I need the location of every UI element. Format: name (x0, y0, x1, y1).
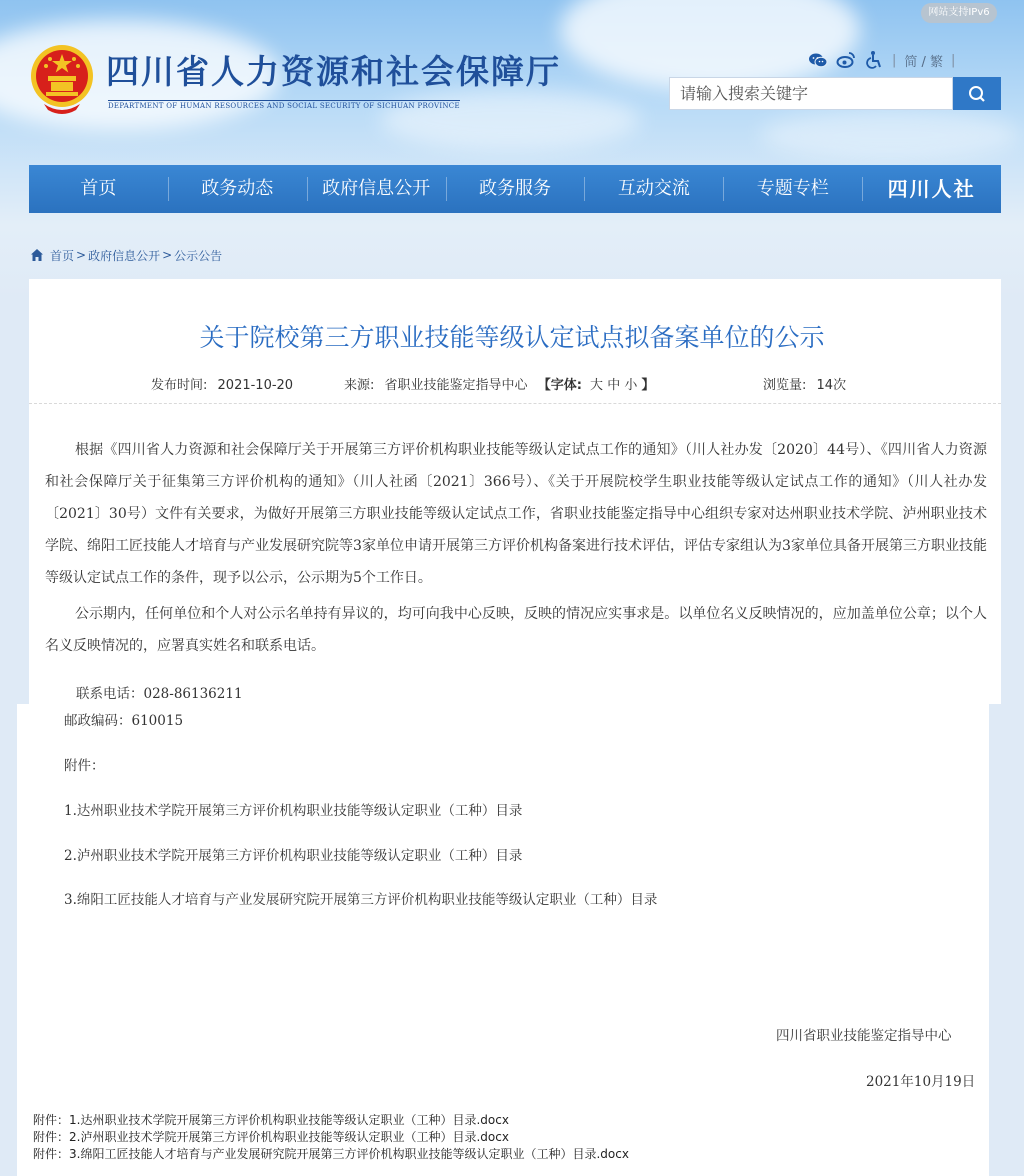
ipv6-badge: 网站支持IPv6 (921, 3, 997, 23)
font-size-small[interactable]: 小 (624, 378, 638, 393)
article-paragraph-1: 根据《四川省人力资源和社会保障厅关于开展第三方评价机构职业技能等级认定试点工作的通知》（川人社办发〔2020〕44号）、《四川省人力资源和社会保障厅关于征集第三方评价机构的通知》（川人社函〔2021〕366号）、《关于开展院校学生职业技能等级认定试点工作的通知》（川人社办发〔2021〕30号）文件有关要求，为做好开展第三方职业技能等级认定试点工作，省职业技能鉴定指导中心组织专家对达州职业技术学院、泸州职业技术学院、绵阳工匠技能人才培育与产业发展研究院等3家单位申请开展第三方评价机构备案进行技术评估，评估专家组认为3家单位具备开展第三方职业技能等级认定试点工作的条件，现予以公示，公示期为5个工作日。 (45, 442, 987, 586)
attachment-item-3: 3.绵阳工匠技能人才培育与产业发展研究院开展第三方评价机构职业技能等级认定职业（工种）目录 (64, 892, 658, 908)
nav-interaction[interactable]: 互动交流 (584, 165, 723, 213)
source-value: 省职业技能鉴定指导中心 (384, 378, 528, 393)
font-size-medium[interactable]: 中 (607, 378, 621, 393)
search-button[interactable] (953, 77, 1001, 110)
nav-information-disclosure[interactable]: 政府信息公开 (307, 165, 446, 213)
source-label: 来源: (344, 378, 375, 393)
attachment-file-link-2[interactable]: 附件：2.泸州职业技术学院开展第三方评价机构职业技能等级认定职业（工种）目录.docx (33, 1130, 509, 1144)
national-emblem (30, 42, 94, 114)
contact-phone: 联系电话：028-86136211 (76, 686, 243, 702)
breadcrumb-announcements[interactable]: 公示公告 (174, 248, 223, 263)
meta-divider (29, 403, 1001, 404)
attachment-file-link-1[interactable]: 附件：1.达州职业技术学院开展第三方评价机构职业技能等级认定职业（工种）目录.docx (33, 1113, 509, 1127)
tools-divider: | (892, 52, 897, 68)
view-count (763, 374, 846, 393)
accessibility-icon[interactable] (864, 50, 884, 70)
search-icon (967, 84, 987, 104)
search-input[interactable] (669, 77, 953, 110)
breadcrumb-information-disclosure[interactable]: 政府信息公开 (88, 248, 161, 263)
breadcrumb-home[interactable]: 首页 (50, 248, 75, 263)
sign-date: 2021年10月19日 (866, 1074, 976, 1090)
weibo-icon[interactable] (836, 50, 856, 70)
nav-special-topics[interactable]: 专题专栏 (723, 165, 862, 213)
article-source (344, 374, 655, 393)
nav-home[interactable]: 首页 (80, 178, 117, 199)
views-label: 浏览量: (763, 378, 807, 393)
header-tools (808, 48, 955, 72)
nav-government-services[interactable]: 政务服务 (446, 165, 585, 213)
site-title[interactable]: 四川省人力资源和社会保障厅 (106, 52, 561, 91)
breadcrumb-separator: > (162, 248, 173, 262)
signature: 四川省职业技能鉴定指导中心 (776, 1028, 952, 1044)
article-paragraph-2: 公示期内，任何单位和个人对公示名单持有异议的，均可向我中心反映，反映的情况应实事求是。以单位名义反映情况的，应加盖单位公章；以个人名义反映情况的，应署真实姓名和联系电话。 (45, 606, 987, 654)
publish-label: 发布时间: (151, 378, 208, 393)
font-size-large[interactable]: 大 (590, 378, 604, 393)
views-value: 14次 (816, 378, 847, 393)
attachment-item-2: 2.泸州职业技术学院开展第三方评价机构职业技能等级认定职业（工种）目录 (64, 848, 523, 864)
article-title: 关于院校第三方职业技能等级认定试点拟备案单位的公示 (199, 323, 825, 352)
nav-government-news[interactable]: 政务动态 (168, 165, 307, 213)
attachment-file-link-3[interactable]: 附件：3.绵阳工匠技能人才培育与产业发展研究院开展第三方评价机构职业技能等级认定职业（工种）目录.docx (33, 1147, 629, 1161)
language-toggle[interactable]: 简 / 繁 (904, 54, 944, 70)
site-subtitle: DEPARTMENT OF HUMAN RESOURCES AND SOCIAL SECURITY OF SICHUAN PROVINCE (108, 102, 460, 110)
postal-code: 邮政编码：610015 (64, 713, 184, 729)
wechat-icon[interactable] (808, 50, 828, 70)
font-size-close: 】 (641, 378, 655, 393)
attachment-item-1: 1.达州职业技术学院开展第三方评价机构职业技能等级认定职业（工种）目录 (64, 803, 523, 819)
article-card-bottom (17, 704, 989, 1176)
publish-time (151, 374, 293, 393)
main-nav (29, 165, 1001, 213)
font-size-label: 【字体: (537, 378, 582, 393)
publish-date: 2021-10-20 (217, 378, 294, 393)
home-icon (30, 248, 44, 262)
breadcrumb (30, 246, 222, 264)
search-bar (669, 77, 1001, 110)
nav-brand-sichuan-hrss[interactable]: 四川人社 (862, 165, 1001, 213)
tools-divider: | (951, 52, 956, 68)
attachments-label: 附件： (64, 758, 105, 774)
breadcrumb-separator: > (76, 248, 87, 262)
